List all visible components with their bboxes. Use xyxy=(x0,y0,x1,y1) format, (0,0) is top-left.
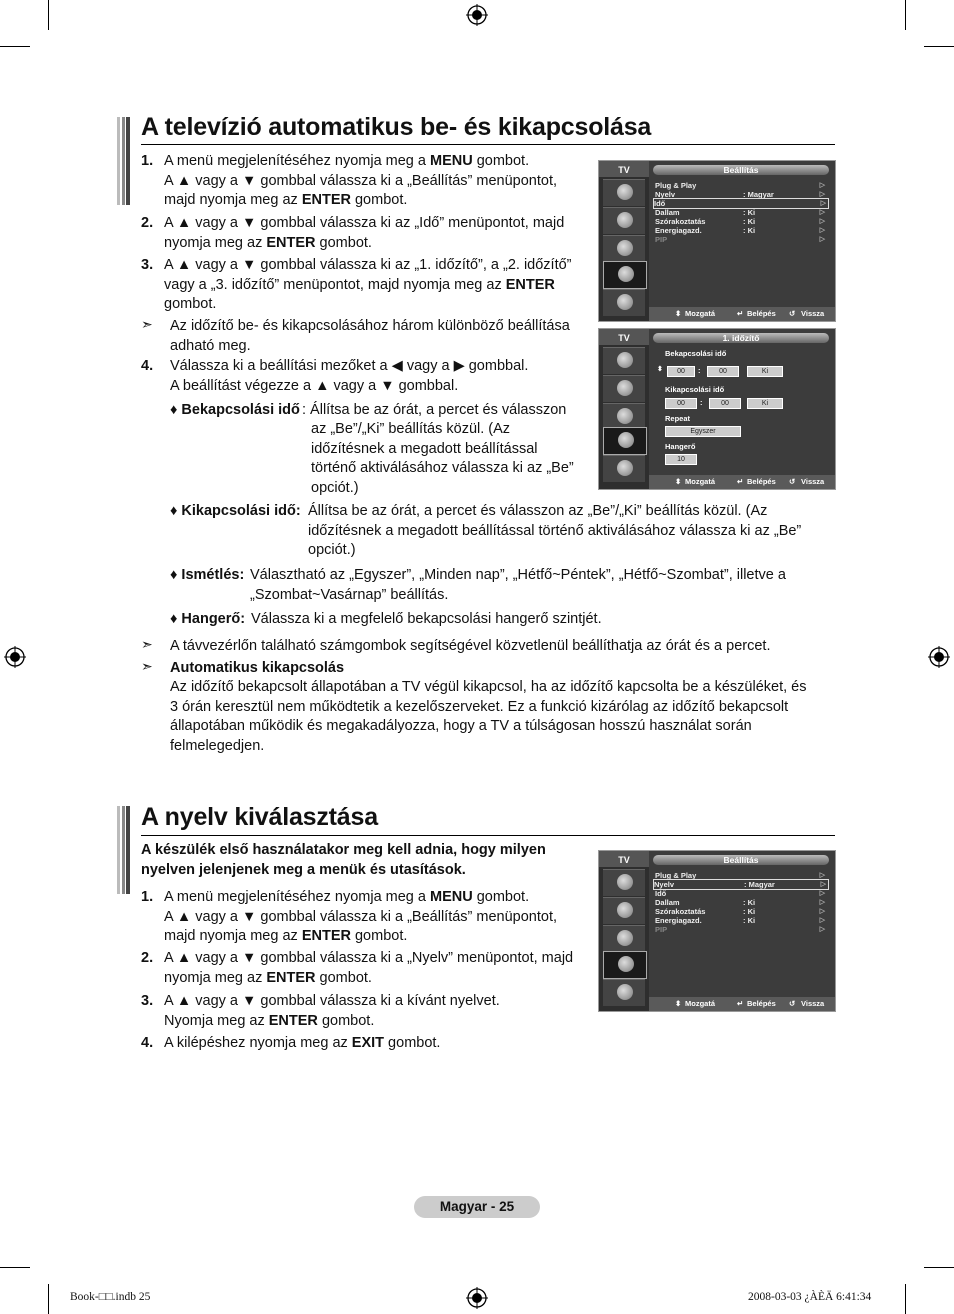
osd-setup-menu xyxy=(598,850,836,1012)
step-number: 2. xyxy=(141,215,154,231)
step-text: A menü megjelenítéséhez nyomja meg a MENU gombot. A ▲ vagy a ▼ gombbal válassza ki a „Beállítás” menüpontot, majd nyomja meg az ENTER gombot. xyxy=(164,153,558,208)
up-down-icon: ⬍ xyxy=(657,366,663,373)
bullet-label: ♦ Kikapcsolási idő: xyxy=(170,503,301,519)
section-rule xyxy=(141,835,835,836)
step-number: 4. xyxy=(141,1035,154,1051)
osd-menu-item: Energiagazd. : Ki ▷ xyxy=(655,916,825,925)
note-arrow-icon: ➣ xyxy=(141,316,153,332)
registration-mark-icon xyxy=(928,646,950,668)
osd-tv-label: TV xyxy=(599,161,649,177)
note-text: Az időzítő bekapcsolt állapotában a TV végül kikapcsol, ha az időzítő kapcsolta be a készüléket, és 3 órán keresztül nem működtetik a kezelőszerveket. Ez a funkció kizárólag az időzítő bekapcsolt állapotában működik és megakadályozza, hogy a TV a túlságosan hosszú használat során felmelegedjen. xyxy=(170,679,807,754)
crop-mark xyxy=(905,1284,906,1314)
setup-menu-icon xyxy=(603,261,647,289)
osd-menu-item: Dallam : Ki ▷ xyxy=(655,208,825,217)
step-number: 3. xyxy=(141,993,154,1009)
note-arrow-icon: ➣ xyxy=(141,636,153,652)
section-rule xyxy=(141,144,835,145)
note-text: Az időzítő be- és kikapcsolásához három különböző beállítása adható meg. xyxy=(170,318,570,354)
page-number-badge: Magyar - 25 xyxy=(414,1196,540,1218)
step-text: Válassza ki a beállítási mezőket a ◀ vagy a ▶ gombbal. A beállítást végezze a ▲ vagy a ▼ gombbal. xyxy=(170,358,529,394)
section-title: A nyelv kiválasztása xyxy=(141,803,378,831)
section-bar xyxy=(117,117,130,205)
osd-menu-item: Szórakoztatás : Ki ▷ xyxy=(655,217,825,226)
input-menu-icon xyxy=(603,289,645,316)
step-number: 2. xyxy=(141,950,154,966)
colon: : xyxy=(700,398,703,407)
step-text: A kilépéshez nyomja meg az EXIT gombot. xyxy=(164,1035,441,1051)
input-menu-icon xyxy=(603,979,645,1006)
step-text: A ▲ vagy a ▼ gombbal válassza ki az „Idő” menüpontot, majd nyomja meg az ENTER gombot. xyxy=(164,215,565,251)
osd-on-time-label: Bekapcsolási idő xyxy=(665,349,727,358)
print-slug-left: Book-□□.indb 25 xyxy=(70,1291,151,1303)
note-title: Automatikus kikapcsolás xyxy=(170,660,345,676)
bullet-label: ♦ Bekapcsolási idő xyxy=(170,402,300,418)
registration-mark-icon xyxy=(466,1287,488,1309)
osd-footer: ⬍ Mozgatá ↵ Belépés ↺ Vissza xyxy=(649,997,835,1011)
osd-footer: ⬍ Mozgatá ↵ Belépés ↺ Vissza xyxy=(649,475,835,489)
osd-menu-item: Energiagazd. : Ki ▷ xyxy=(655,226,825,235)
osd-repeat-label: Repeat xyxy=(665,414,691,423)
bullet-text: Választható az „Egyszer”, „Minden nap”, „Hétfő~Péntek”, „Hétfő~Szombat”, illetve a „Szombat~Vasárnap” beállítás. xyxy=(250,567,786,603)
setup-menu-icon xyxy=(603,951,647,979)
registration-mark-icon xyxy=(4,646,26,668)
note-arrow-icon: ➣ xyxy=(141,658,153,674)
setup-menu-icon xyxy=(603,427,647,455)
off-hour-field[interactable]: 00 xyxy=(665,398,697,409)
channel-menu-icon xyxy=(603,235,645,262)
osd-menu-item-selected: Nyelv : Magyar ▷ xyxy=(653,879,829,890)
osd-menu-item: Nyelv : Magyar ▷ xyxy=(655,190,825,199)
step-number: 3. xyxy=(141,257,154,273)
colon: : xyxy=(698,366,701,375)
section-title: A televízió automatikus be- és kikapcsolása xyxy=(141,113,652,141)
osd-tv-label: TV xyxy=(599,329,649,345)
step-text: A ▲ vagy a ▼ gombbal válassza ki az „1. időzítő”, a „2. időzítő” vagy a „3. időzítő” menüpontot, majd nyomja meg az ENTER gombot. xyxy=(164,257,572,312)
on-state-field[interactable]: Ki xyxy=(747,366,783,377)
bullet-text: Állítsa be az órát, a percet és válasszon az „Be”/„Ki” beállítás közül. (Az időzítésnek a megadott beállítással történő aktiválásához válassza ki az „Be” opciót.) xyxy=(308,503,802,558)
crop-mark xyxy=(905,0,906,30)
step-number: 4. xyxy=(141,358,154,374)
osd-menu-item: Plug & Play ▷ xyxy=(655,181,825,190)
registration-mark-icon xyxy=(466,4,488,26)
osd-off-time-label: Kikapcsolási idő xyxy=(665,385,725,394)
osd-volume-label: Hangerő xyxy=(665,442,696,451)
osd-menu-item-selected: Idő ▷ xyxy=(653,198,829,209)
sound-menu-icon xyxy=(603,375,645,402)
crop-mark xyxy=(924,46,954,47)
bullet-label: ♦ Hangerő: xyxy=(170,611,246,627)
volume-field[interactable]: 10 xyxy=(665,454,697,465)
osd-setup-menu xyxy=(598,160,836,322)
bullet-text: : Állítsa be az órát, a percet és válasszon xyxy=(302,402,567,418)
step-number: 1. xyxy=(141,889,154,905)
step-text: A ▲ vagy a ▼ gombbal válassza ki a kívánt nyelvet. Nyomja meg az ENTER gombot. xyxy=(164,993,500,1029)
sound-menu-icon xyxy=(603,897,645,924)
note-text: A távvezérlőn található számgombok segítségével közvetlenül beállíthatja az órát és a percet. xyxy=(170,638,771,654)
picture-menu-icon xyxy=(603,869,645,896)
osd-menu-item: Szórakoztatás : Ki ▷ xyxy=(655,907,825,916)
step-text: A menü megjelenítéséhez nyomja meg a MENU gombot. A ▲ vagy a ▼ gombbal válassza ki a „Beállítás” menüpontot, majd nyomja meg az ENTER gombot. xyxy=(164,889,558,944)
crop-mark xyxy=(924,1267,954,1268)
crop-mark xyxy=(0,46,30,47)
osd-footer: ⬍ Mozgatá ↵ Belépés ↺ Vissza xyxy=(649,307,835,321)
osd-header: Beállítás xyxy=(653,855,829,865)
crop-mark xyxy=(0,1267,30,1268)
print-slug-right: 2008-03-03 ¿ÀÈÄ 6:41:34 xyxy=(748,1291,872,1303)
on-hour-field[interactable]: 00 xyxy=(667,366,695,377)
osd-header: 1. időzítő xyxy=(653,333,829,343)
channel-menu-icon xyxy=(603,403,645,430)
osd-timer-menu xyxy=(598,328,836,490)
step-number: 1. xyxy=(141,153,154,169)
intro-text: A készülék első használatakor meg kell adnia, hogy milyen nyelven jelenjenek meg a menük és utasítások. xyxy=(141,842,546,878)
osd-tv-label: TV xyxy=(599,851,649,867)
input-menu-icon xyxy=(603,455,645,482)
picture-menu-icon xyxy=(603,179,645,206)
bullet-text: Válassza ki a megfelelő bekapcsolási hangerő szintjét. xyxy=(251,611,602,627)
crop-mark xyxy=(48,1284,49,1314)
sound-menu-icon xyxy=(603,207,645,234)
crop-mark xyxy=(48,0,49,30)
bullet-text: az „Be”/„Ki” beállítás közül. (Az időzítésnek a megadott beállítással történő aktiválásához válassza ki az „Be” opciót.) xyxy=(311,421,574,496)
osd-menu-item: Dallam : Ki ▷ xyxy=(655,898,825,907)
osd-header: Beállítás xyxy=(653,165,829,175)
off-state-field[interactable]: Ki xyxy=(747,398,783,409)
off-minute-field[interactable]: 00 xyxy=(709,398,741,409)
osd-menu-item: Idő ▷ xyxy=(655,889,825,898)
section-bar xyxy=(117,806,130,894)
osd-menu-item: Plug & Play ▷ xyxy=(655,871,825,880)
picture-menu-icon xyxy=(603,347,645,374)
step-text: A ▲ vagy a ▼ gombbal válassza ki a „Nyelv” menüpontot, majd nyomja meg az ENTER gombot. xyxy=(164,950,574,986)
bullet-label: ♦ Ismétlés: xyxy=(170,567,245,583)
osd-menu-item: PIP ▷ xyxy=(655,235,825,244)
channel-menu-icon xyxy=(603,925,645,952)
repeat-field[interactable]: Egyszer xyxy=(665,426,741,437)
osd-menu-item: PIP ▷ xyxy=(655,925,825,934)
on-minute-field[interactable]: 00 xyxy=(707,366,739,377)
